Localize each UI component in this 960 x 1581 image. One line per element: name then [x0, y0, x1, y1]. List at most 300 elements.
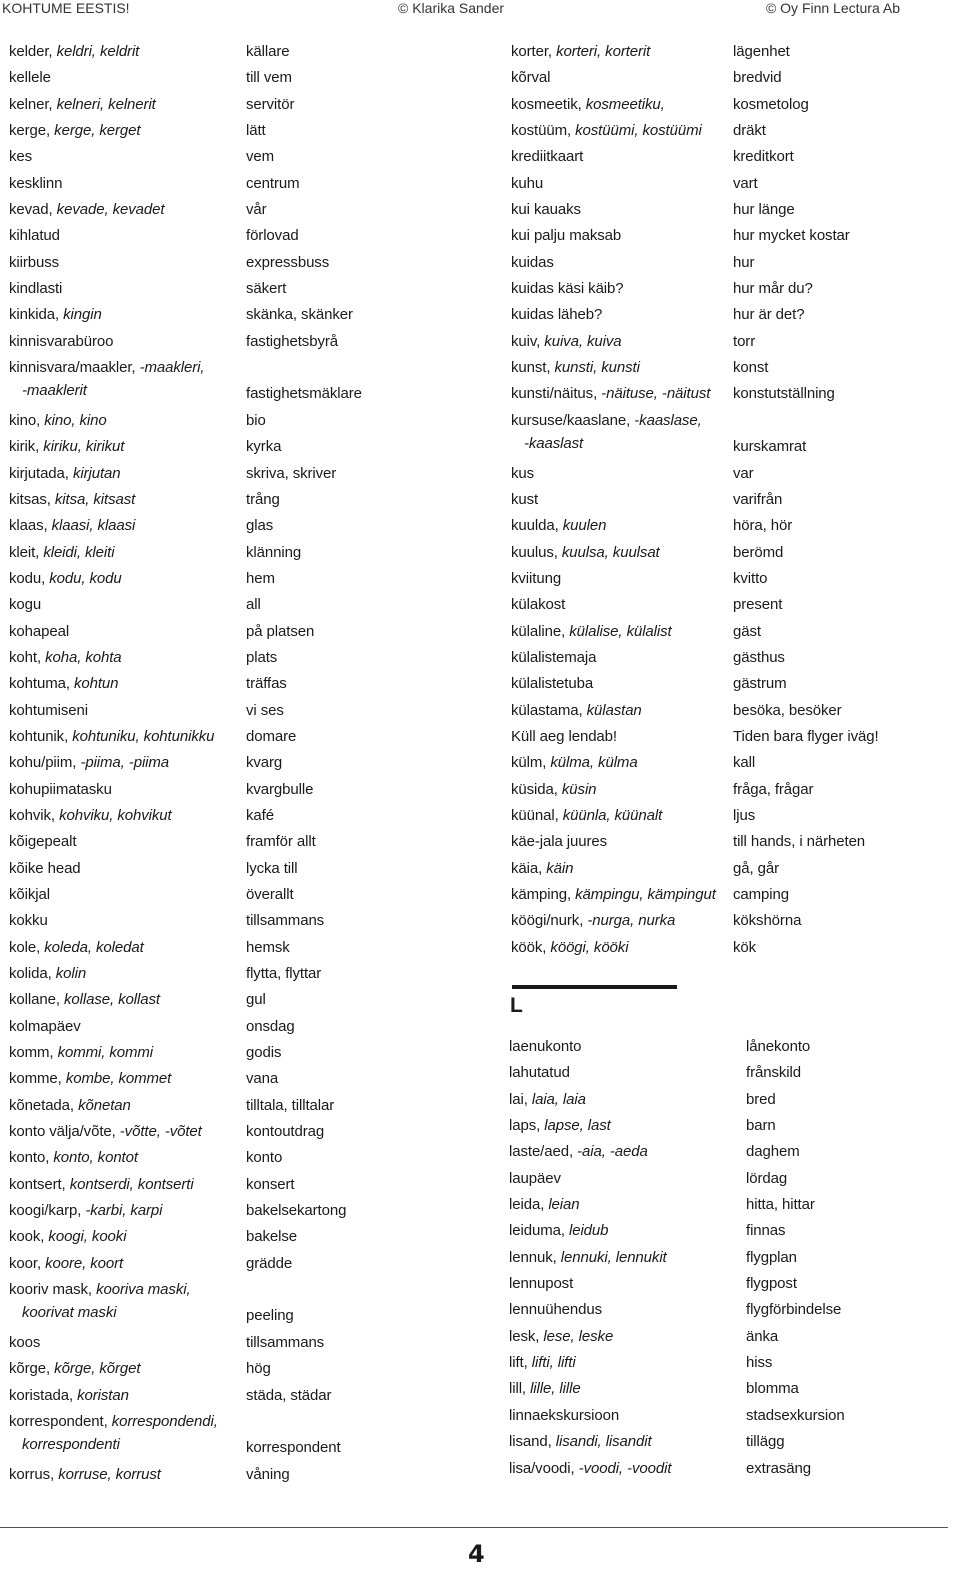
inflected-forms: koogi, kooki — [48, 1228, 127, 1246]
headword: laupäev — [509, 1169, 561, 1187]
swedish-translation: fråga, frågar — [733, 780, 814, 798]
headword: kuidas — [511, 253, 554, 271]
glossary-entry — [0, 358, 500, 411]
estonian-term — [9, 1096, 241, 1116]
glossary-entry — [0, 701, 500, 727]
estonian-term — [511, 411, 731, 454]
headword: kindlasti — [9, 280, 63, 298]
inflected-forms: kohtun — [73, 675, 119, 693]
estonian-term — [9, 1359, 241, 1379]
estonian-term — [9, 622, 241, 642]
headword: kosmeetik, — [511, 95, 586, 113]
inflected-forms: külastan — [586, 701, 642, 719]
glossary-entry — [0, 226, 500, 252]
glossary-entry — [0, 543, 500, 569]
headword: kelder, — [9, 43, 57, 60]
headword: külaline, — [511, 622, 570, 640]
swedish-translation: bakelse — [246, 1228, 298, 1246]
glossary-entry — [500, 490, 960, 516]
estonian-term — [511, 780, 731, 800]
glossary-entry — [0, 1227, 500, 1253]
inflected-forms: kitsa, kitsast — [54, 490, 136, 508]
headword: kõrge, — [9, 1360, 55, 1378]
swedish-translation: änka — [746, 1327, 779, 1345]
swedish-translation: stadsexkursion — [746, 1406, 845, 1424]
estonian-term — [511, 859, 731, 879]
estonian-term — [511, 911, 731, 931]
headword: lisand, — [509, 1433, 556, 1451]
glossary-entry — [500, 701, 960, 727]
estonian-term — [511, 174, 731, 194]
estonian-term — [511, 674, 731, 694]
estonian-term — [511, 95, 731, 115]
estonian-term — [511, 622, 731, 642]
headword: korter, — [511, 43, 557, 60]
headword: kitsas, — [9, 490, 55, 508]
inflected-forms: küünla, küünalt — [562, 806, 663, 824]
headword: külalistetuba — [511, 675, 594, 693]
inflected-forms: kombe, kommet — [65, 1070, 172, 1088]
inflected-forms: külalise, külalist — [569, 622, 672, 640]
estonian-term — [9, 1122, 241, 1142]
page-number: 4 — [468, 1540, 485, 1568]
inflected-forms: -nurga, nurka — [587, 912, 676, 930]
swedish-translation: gäst — [733, 622, 761, 640]
headword: linnaekskursioon — [509, 1406, 620, 1424]
glossary-entry — [500, 1406, 960, 1432]
headword: lill, — [509, 1380, 531, 1398]
swedish-translation: förlovad — [246, 227, 299, 245]
glossary-entry — [500, 1116, 960, 1142]
inflected-forms: koha, kohta — [45, 648, 122, 666]
headword: köögi/nurk, — [511, 912, 588, 930]
glossary-entry — [0, 1465, 500, 1491]
headword: kursuse/kaaslane, — [511, 411, 635, 429]
inflected-forms: käin — [546, 859, 574, 877]
swedish-translation: gul — [246, 991, 266, 1009]
estonian-term — [9, 437, 241, 457]
headword: lennuk, — [509, 1248, 561, 1266]
inflected-forms: -näituse, -näitust — [601, 385, 711, 403]
inflected-forms: kohtuniku, kohtunikku — [72, 727, 215, 745]
headword: kes — [9, 148, 33, 166]
estonian-term — [9, 569, 241, 589]
glossary-entry — [500, 68, 960, 94]
swedish-translation: hur mår du? — [733, 280, 813, 298]
inflected-forms: lennuki, lennukit — [560, 1248, 667, 1266]
glossary-entry — [500, 1379, 960, 1405]
glossary-entry — [500, 121, 960, 147]
headword: koor, — [9, 1254, 46, 1272]
glossary-entry — [0, 1201, 500, 1227]
swedish-translation: kafé — [246, 806, 274, 824]
inflected-forms: -võtte, -võtet — [119, 1123, 202, 1141]
headword: kuidas käsi käib? — [511, 280, 624, 298]
estonian-term — [9, 121, 241, 141]
inflected-forms: leidub — [568, 1222, 609, 1240]
estonian-term — [9, 1386, 241, 1406]
estonian-term — [511, 42, 731, 62]
inflected-forms: -karbi, karpi — [85, 1202, 163, 1220]
headword: konto välja/võte, — [9, 1123, 120, 1141]
headword: kõikjal — [9, 886, 50, 903]
swedish-translation: torr — [733, 332, 756, 350]
swedish-translation: hur är det? — [733, 306, 805, 324]
glossary-entry — [0, 622, 500, 648]
headword: leiduma, — [509, 1222, 569, 1240]
glossary-entry — [500, 516, 960, 542]
estonian-term — [509, 1379, 741, 1399]
swedish-translation: konsert — [246, 1175, 295, 1193]
estonian-term — [511, 806, 731, 826]
headword: külakost — [511, 596, 566, 614]
glossary-entry — [0, 121, 500, 147]
swedish-translation: flytta, flyttar — [246, 965, 322, 983]
inflected-forms: kämpingu, kämpingut — [575, 886, 716, 903]
estonian-term — [9, 1254, 241, 1274]
glossary-entry — [500, 253, 960, 279]
inflected-forms: korrespondenti — [22, 1435, 120, 1453]
headword: kerge, — [9, 122, 55, 140]
estonian-term — [509, 1063, 741, 1083]
swedish-translation: bakelsekartong — [246, 1202, 347, 1220]
glossary-column-right — [500, 42, 960, 964]
estonian-term — [511, 832, 731, 852]
estonian-term — [9, 1175, 241, 1195]
glossary-entry — [0, 885, 500, 911]
glossary-entry — [0, 174, 500, 200]
estonian-term — [509, 1274, 741, 1294]
estonian-term — [511, 648, 731, 668]
headword: kõigepealt — [9, 833, 77, 851]
inflected-forms: keldri, keldrit — [56, 43, 140, 60]
inflected-forms: kooriva maski, — [96, 1281, 191, 1299]
estonian-term — [511, 332, 731, 352]
estonian-term — [511, 384, 731, 404]
estonian-term — [509, 1037, 741, 1057]
estonian-term-line — [9, 1412, 241, 1432]
headword: laenukonto — [509, 1038, 582, 1055]
swedish-translation: hur mycket kostar — [733, 227, 850, 245]
swedish-translation: hur länge — [733, 201, 795, 219]
estonian-term-line — [9, 358, 241, 378]
swedish-translation: grädde — [246, 1254, 293, 1272]
glossary-entry — [500, 305, 960, 331]
swedish-translation: all — [246, 596, 261, 614]
headword: kole, — [9, 938, 45, 956]
glossary-entry — [500, 780, 960, 806]
headword: kohapeal — [9, 622, 70, 640]
swedish-translation: flygpost — [746, 1275, 797, 1293]
estonian-term-line — [511, 434, 731, 454]
headword: klaas, — [9, 517, 52, 535]
estonian-term — [9, 332, 241, 352]
glossary-entry — [500, 1090, 960, 1116]
headword: kinkida, — [9, 306, 64, 324]
glossary-entry — [0, 1148, 500, 1174]
estonian-term — [9, 226, 241, 246]
swedish-translation: flygplan — [746, 1248, 797, 1266]
inflected-forms: konto, kontot — [53, 1149, 138, 1167]
inflected-forms: kingin — [63, 306, 102, 324]
swedish-translation: kosmetolog — [733, 95, 809, 113]
estonian-term — [511, 68, 731, 88]
headword: laste/aed, — [509, 1143, 578, 1161]
swedish-translation: kyrka — [246, 438, 282, 456]
glossary-entry — [500, 806, 960, 832]
glossary-entry — [0, 1175, 500, 1201]
swedish-translation: blomma — [746, 1380, 799, 1398]
swedish-translation: bredvid — [733, 69, 782, 87]
swedish-translation: domare — [246, 727, 297, 745]
inflected-forms: kelneri, kelnerit — [56, 95, 156, 113]
headword: kolmapäev — [9, 1017, 81, 1035]
glossary-entry — [0, 1122, 500, 1148]
swedish-translation: servitör — [246, 95, 295, 113]
glossary-entry — [0, 1412, 500, 1465]
headword: konto, — [9, 1149, 54, 1167]
swedish-translation: kreditkort — [733, 148, 794, 166]
inflected-forms: külma, külma — [550, 754, 638, 772]
inflected-forms: -piima, -piima — [80, 754, 170, 772]
section-letter: L — [510, 994, 523, 1017]
inflected-forms: kohviku, kohvikut — [59, 806, 172, 824]
headword: kuhu — [511, 174, 544, 192]
headword: lesk, — [509, 1327, 544, 1345]
headword: kodu, — [9, 569, 50, 587]
estonian-term-line — [511, 411, 731, 431]
estonian-term — [9, 648, 241, 668]
inflected-forms: korruse, korrust — [58, 1465, 161, 1483]
estonian-term-line — [9, 1435, 241, 1455]
estonian-term — [9, 938, 241, 958]
headword: komme, — [9, 1070, 66, 1088]
page-header — [0, 0, 960, 22]
inflected-forms: korrespondendi, — [111, 1412, 218, 1430]
estonian-term — [9, 753, 241, 773]
glossary-entry — [0, 911, 500, 937]
glossary-entry — [0, 1069, 500, 1095]
estonian-term — [511, 938, 731, 958]
estonian-term — [9, 832, 241, 852]
inflected-forms: kunsti, kunsti — [554, 359, 640, 377]
glossary-entry — [0, 648, 500, 674]
estonian-term — [511, 543, 731, 563]
swedish-translation: lägenhet — [733, 43, 790, 60]
glossary-entry — [500, 464, 960, 490]
headword: kelner, — [9, 95, 57, 113]
inflected-forms: lifti, lifti — [531, 1354, 576, 1372]
estonian-term — [9, 200, 241, 220]
inflected-forms: lisandi, lisandit — [555, 1433, 652, 1451]
estonian-term — [9, 1069, 241, 1089]
estonian-term — [9, 1333, 241, 1353]
headword: krediitkaart — [511, 148, 584, 166]
headword: külalistemaja — [511, 648, 597, 666]
inflected-forms: kirjutan — [72, 464, 121, 482]
glossary-entry — [500, 832, 960, 858]
estonian-term — [509, 1327, 741, 1347]
headword: korrus, — [9, 1465, 59, 1483]
swedish-translation: tilltala, tilltalar — [246, 1096, 335, 1114]
estonian-term — [9, 174, 241, 194]
estonian-term — [9, 806, 241, 826]
estonian-term — [509, 1090, 741, 1110]
glossary-entry — [500, 1327, 960, 1353]
glossary-entry — [500, 42, 960, 68]
headword: kihlatud — [9, 227, 60, 245]
estonian-term — [511, 279, 731, 299]
headword: kohtumiseni — [9, 701, 88, 719]
estonian-term — [9, 701, 241, 721]
estonian-term — [9, 305, 241, 325]
swedish-translation: present — [733, 596, 783, 614]
glossary-entry — [500, 753, 960, 779]
swedish-translation: besöka, besöker — [733, 701, 842, 719]
swedish-translation: camping — [733, 886, 789, 903]
headword: koht, — [9, 648, 46, 666]
swedish-translation: källare — [246, 43, 290, 60]
glossary-entry — [0, 832, 500, 858]
estonian-term — [511, 753, 731, 773]
headword: kokku — [9, 912, 48, 930]
swedish-translation: flygförbindelse — [746, 1301, 842, 1319]
glossary-entry — [500, 1248, 960, 1274]
headword: kõike head — [9, 859, 81, 877]
estonian-term — [9, 358, 241, 401]
glossary-entry — [0, 806, 500, 832]
estonian-term — [511, 226, 731, 246]
headword: käe-jala juures — [511, 833, 608, 851]
glossary-entry — [0, 859, 500, 885]
headword: koristada, — [9, 1386, 78, 1404]
glossary-entry — [0, 279, 500, 305]
estonian-term — [509, 1432, 741, 1452]
swedish-translation: tillsammans — [246, 1333, 325, 1351]
glossary-column-left — [0, 42, 500, 1491]
headword: kesklinn — [9, 174, 63, 192]
headword: kust — [511, 490, 539, 508]
header-publisher: © Oy Finn Lectura Ab — [765, 0, 900, 16]
headword: kviitung — [511, 569, 562, 587]
glossary-entry — [0, 674, 500, 700]
estonian-term — [511, 200, 731, 220]
estonian-term — [511, 490, 731, 510]
swedish-translation: trång — [246, 490, 280, 508]
glossary-entry — [500, 543, 960, 569]
swedish-translation: hur — [733, 253, 755, 271]
headword: lennuühendus — [509, 1301, 603, 1319]
glossary-entry — [500, 1037, 960, 1063]
estonian-term — [511, 147, 731, 167]
inflected-forms: kõrge, kõrget — [54, 1360, 141, 1378]
swedish-translation: konto — [246, 1149, 283, 1167]
swedish-translation: gästrum — [733, 675, 787, 693]
estonian-term — [509, 1459, 741, 1479]
glossary-entry — [0, 411, 500, 437]
headword: küsida, — [511, 780, 562, 798]
swedish-translation: lycka till — [246, 859, 298, 877]
glossary-entry — [500, 885, 960, 911]
headword: kirjutada, — [9, 464, 73, 482]
estonian-term — [9, 885, 241, 905]
glossary-entry — [500, 174, 960, 200]
glossary-entry — [0, 1280, 500, 1333]
headword: kõnetada, — [9, 1096, 79, 1114]
glossary-entry — [500, 1459, 960, 1485]
inflected-forms: kontserdi, kontserti — [69, 1175, 194, 1193]
inflected-forms: leian — [548, 1196, 580, 1214]
swedish-translation: skriva, skriver — [246, 464, 337, 482]
headword: kus — [511, 464, 535, 482]
glossary-entry — [500, 384, 960, 410]
glossary-entry — [0, 1359, 500, 1385]
glossary-entry — [500, 1195, 960, 1221]
estonian-term — [509, 1169, 741, 1189]
glossary-entry — [500, 1063, 960, 1089]
swedish-translation: hitta, hittar — [746, 1196, 815, 1214]
swedish-translation: frånskild — [746, 1064, 801, 1082]
glossary-entry — [0, 490, 500, 516]
headword: kook, — [9, 1228, 49, 1246]
swedish-translation: höra, hör — [733, 517, 793, 535]
inflected-forms: kuulen — [562, 517, 607, 535]
estonian-term — [511, 464, 731, 484]
headword: kohvik, — [9, 806, 60, 824]
estonian-term-line — [9, 381, 241, 401]
swedish-translation: konst — [733, 359, 769, 377]
swedish-translation: gå, går — [733, 859, 779, 877]
swedish-translation: hemsk — [246, 938, 290, 956]
glossary-entry — [0, 1333, 500, 1359]
swedish-translation: på platsen — [246, 622, 315, 640]
estonian-term — [511, 516, 731, 536]
glossary-entry — [0, 569, 500, 595]
estonian-term — [511, 701, 731, 721]
headword: käia, — [511, 859, 547, 877]
headword: kunsti/näitus, — [511, 385, 602, 403]
estonian-term — [9, 1227, 241, 1247]
swedish-translation: överallt — [246, 886, 294, 903]
inflected-forms: lapse, last — [544, 1117, 611, 1135]
glossary-entry — [500, 648, 960, 674]
swedish-translation: fastighetsbyrå — [246, 332, 338, 350]
estonian-term — [511, 885, 731, 905]
headword: kooriv mask, — [9, 1281, 97, 1299]
inflected-forms: -kaaslase, — [634, 411, 702, 429]
swedish-translation: bio — [246, 411, 266, 429]
swedish-translation: varifrån — [733, 490, 783, 508]
estonian-term — [511, 569, 731, 589]
glossary-entry — [0, 68, 500, 94]
estonian-term — [9, 674, 241, 694]
estonian-term — [9, 464, 241, 484]
headword: kunst, — [511, 359, 555, 377]
swedish-translation: vår — [246, 201, 267, 219]
swedish-translation: finnas — [746, 1222, 786, 1240]
header-author: © Klarika Sander — [398, 0, 505, 16]
estonian-term — [509, 1406, 741, 1426]
footer-rule — [0, 1527, 948, 1528]
glossary-entry — [500, 595, 960, 621]
headword: kellele — [9, 69, 51, 87]
headword: külm, — [511, 754, 551, 772]
swedish-translation: hög — [246, 1360, 271, 1378]
headword: külastama, — [511, 701, 587, 719]
headword: kui palju maksab — [511, 227, 622, 245]
glossary-entry — [500, 358, 960, 384]
glossary-entry — [0, 780, 500, 806]
